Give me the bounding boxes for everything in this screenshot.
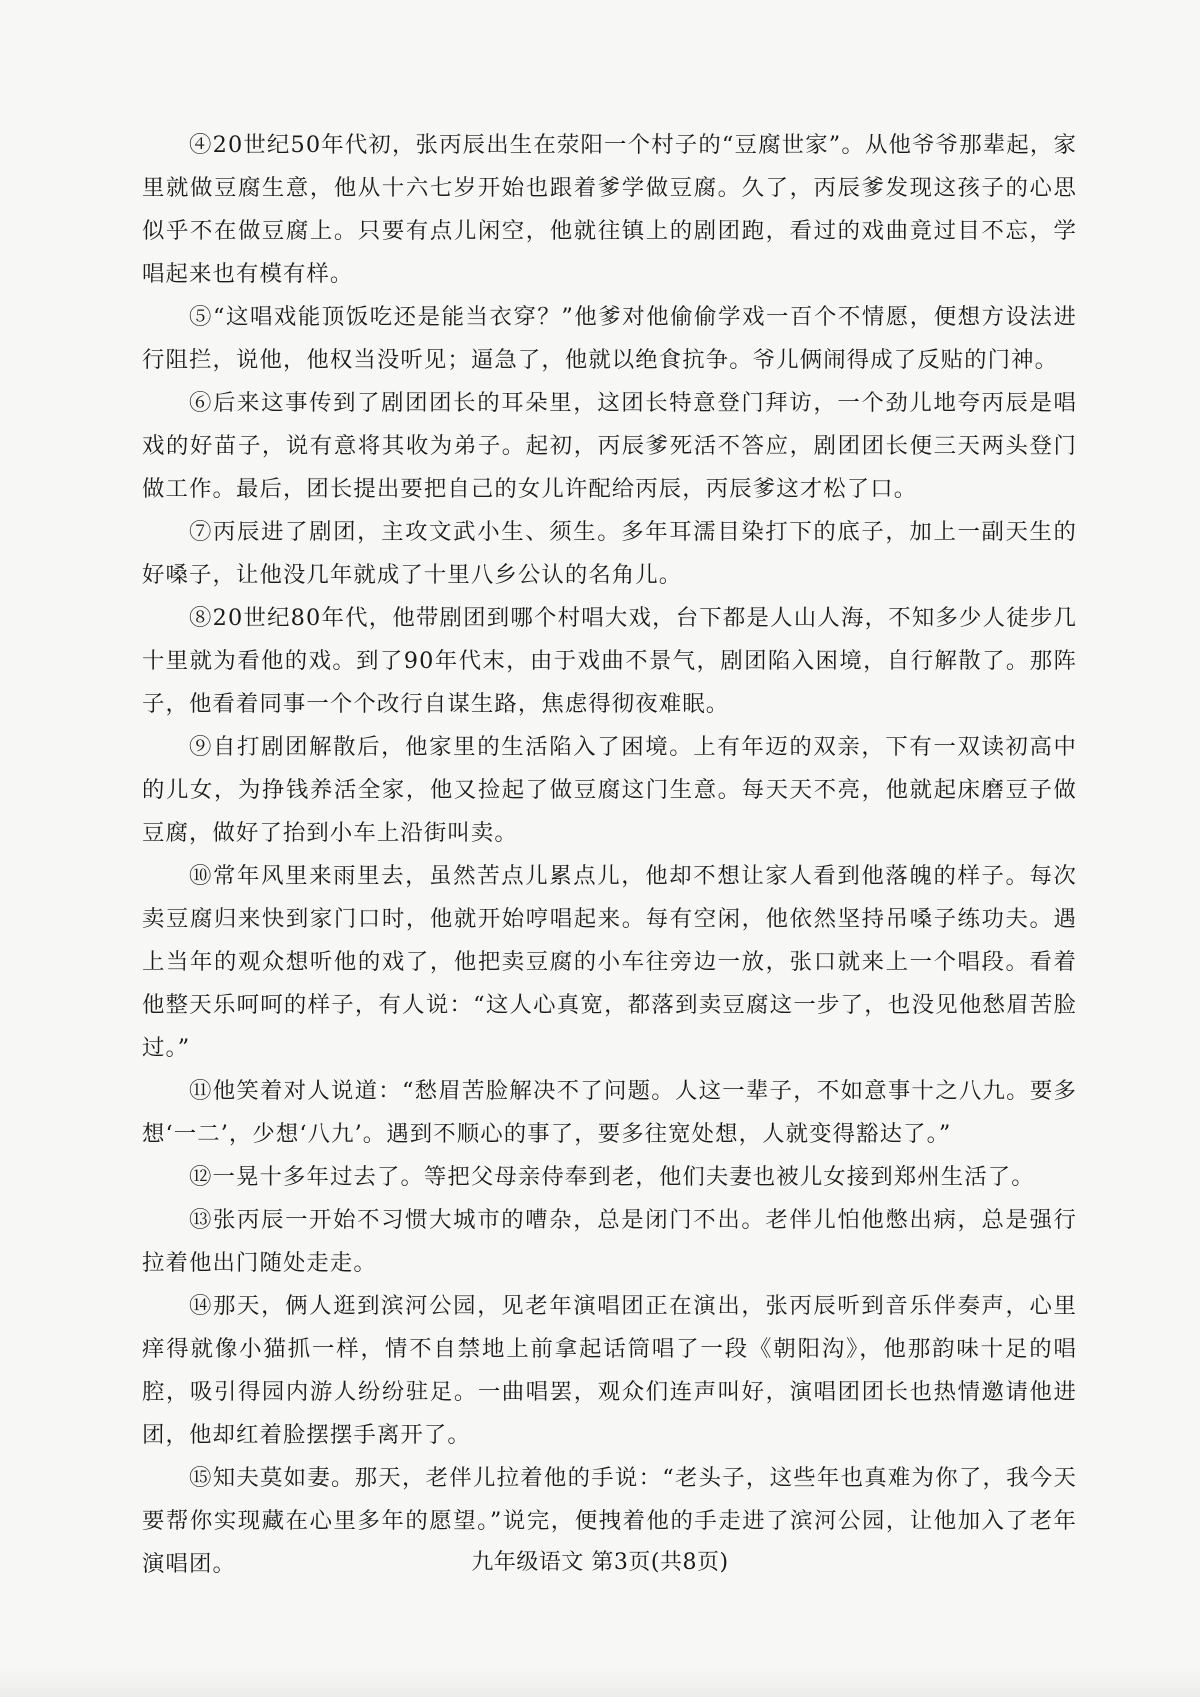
scan-edge (0, 1667, 1200, 1697)
paragraph-14: ⑭那天，俩人逛到滨河公园，见老年演唱团正在演出，张丙辰听到音乐伴奏声，心里痒得就像小猫抓一样，情不自禁地上前拿起话筒唱了一段《朝阳沟》，他那韵味十足的唱腔，吸引得园内游人纷纷驻足。一曲唱罢，观众们连声叫好，演唱团团长也热情邀请他进团，他却红着脸摆摆手离开了。 (142, 1293, 1077, 1448)
paragraph-8: ⑧20世纪80年代，他带剧团到哪个村唱大戏，台下都是人山人海，不知多少人徒步几十里就为看他的戏。到了90年代末，由于戏曲不景气，剧团陷入困境，自行解散了。那阵子，他看着同事一个个改行自谋生路，焦虑得彻夜难眠。 (142, 605, 1077, 717)
paragraph-11: ⑪他笑着对人说道：“愁眉苦脸解决不了问题。人这一辈子，不如意事十之八九。要多想‘一二’，少想‘八九’。遇到不顺心的事了，要多往宽处想，人就变得豁达了。” (142, 1078, 1077, 1147)
paragraph-4: ④20世纪50年代初，张丙辰出生在荥阳一个村子的“豆腐世家”。从他爷爷那辈起，家里就做豆腐生意，他从十六七岁开始也跟着爹学做豆腐。久了，丙辰爹发现这孩子的心思似乎不在做豆腐上。只要有点儿闲空，他就往镇上的剧团跑，看过的戏曲竟过目不忘，学唱起来也有模有样。 (142, 132, 1077, 287)
reading-passage (142, 124, 1077, 1586)
paragraph-10: ⑩常年风里来雨里去，虽然苦点儿累点儿，他却不想让家人看到他落魄的样子。每次卖豆腐归来快到家门口时，他就开始哼唱起来。每有空闲，他依然坚持吊嗓子练功夫。遇上当年的观众想听他的戏了，他把卖豆腐的小车往旁边一放，张口就来上一个唱段。看着他整天乐呵呵的样子，有人说：“这人心真宽，都落到卖豆腐这一步了，也没见他愁眉苦脸过。” (142, 863, 1077, 1061)
paragraph-7: ⑦丙辰进了剧团，主攻文武小生、须生。多年耳濡目染打下的底子，加上一副天生的好嗓子，让他没几年就成了十里八乡公认的名角儿。 (142, 519, 1077, 588)
paragraph-6: ⑥后来这事传到了剧团团长的耳朵里，这团长特意登门拜访，一个劲儿地夸丙辰是唱戏的好苗子，说有意将其收为弟子。起初，丙辰爹死活不答应，剧团团长便三天两头登门做工作。最后，团长提出要把自己的女儿许配给丙辰，丙辰爹这才松了口。 (142, 390, 1077, 502)
paragraph-15: ⑮知夫莫如妻。那天，老伴儿拉着他的手说：“老头子，这些年也真难为你了，我今天要帮你实现藏在心里多年的愿望。”说完，便拽着他的手走进了滨河公园，让他加入了老年演唱团。 (142, 1465, 1077, 1577)
paragraph-5: ⑤“这唱戏能顶饭吃还是能当衣穿？”他爹对他偷偷学戏一百个不情愿，便想方设法进行阻拦，说他，他权当没听见；逼急了，他就以绝食抗争。爷儿俩闹得成了反贴的门神。 (142, 304, 1077, 373)
page-footer: 九年级语文 第3页(共8页) (471, 1550, 729, 1575)
paragraph-9: ⑨自打剧团解散后，他家里的生活陷入了困境。上有年迈的双亲，下有一双读初高中的儿女，为挣钱养活全家，他又捡起了做豆腐这门生意。每天天不亮，他就起床磨豆子做豆腐，做好了抬到小车上沿街叫卖。 (142, 734, 1077, 846)
paragraph-12: ⑫一晃十多年过去了。等把父母亲侍奉到老，他们夫妻也被儿女接到郑州生活了。 (189, 1164, 1035, 1190)
paragraph-13: ⑬张丙辰一开始不习惯大城市的嘈杂，总是闭门不出。老伴儿怕他憋出病，总是强行拉着他出门随处走走。 (142, 1207, 1077, 1276)
